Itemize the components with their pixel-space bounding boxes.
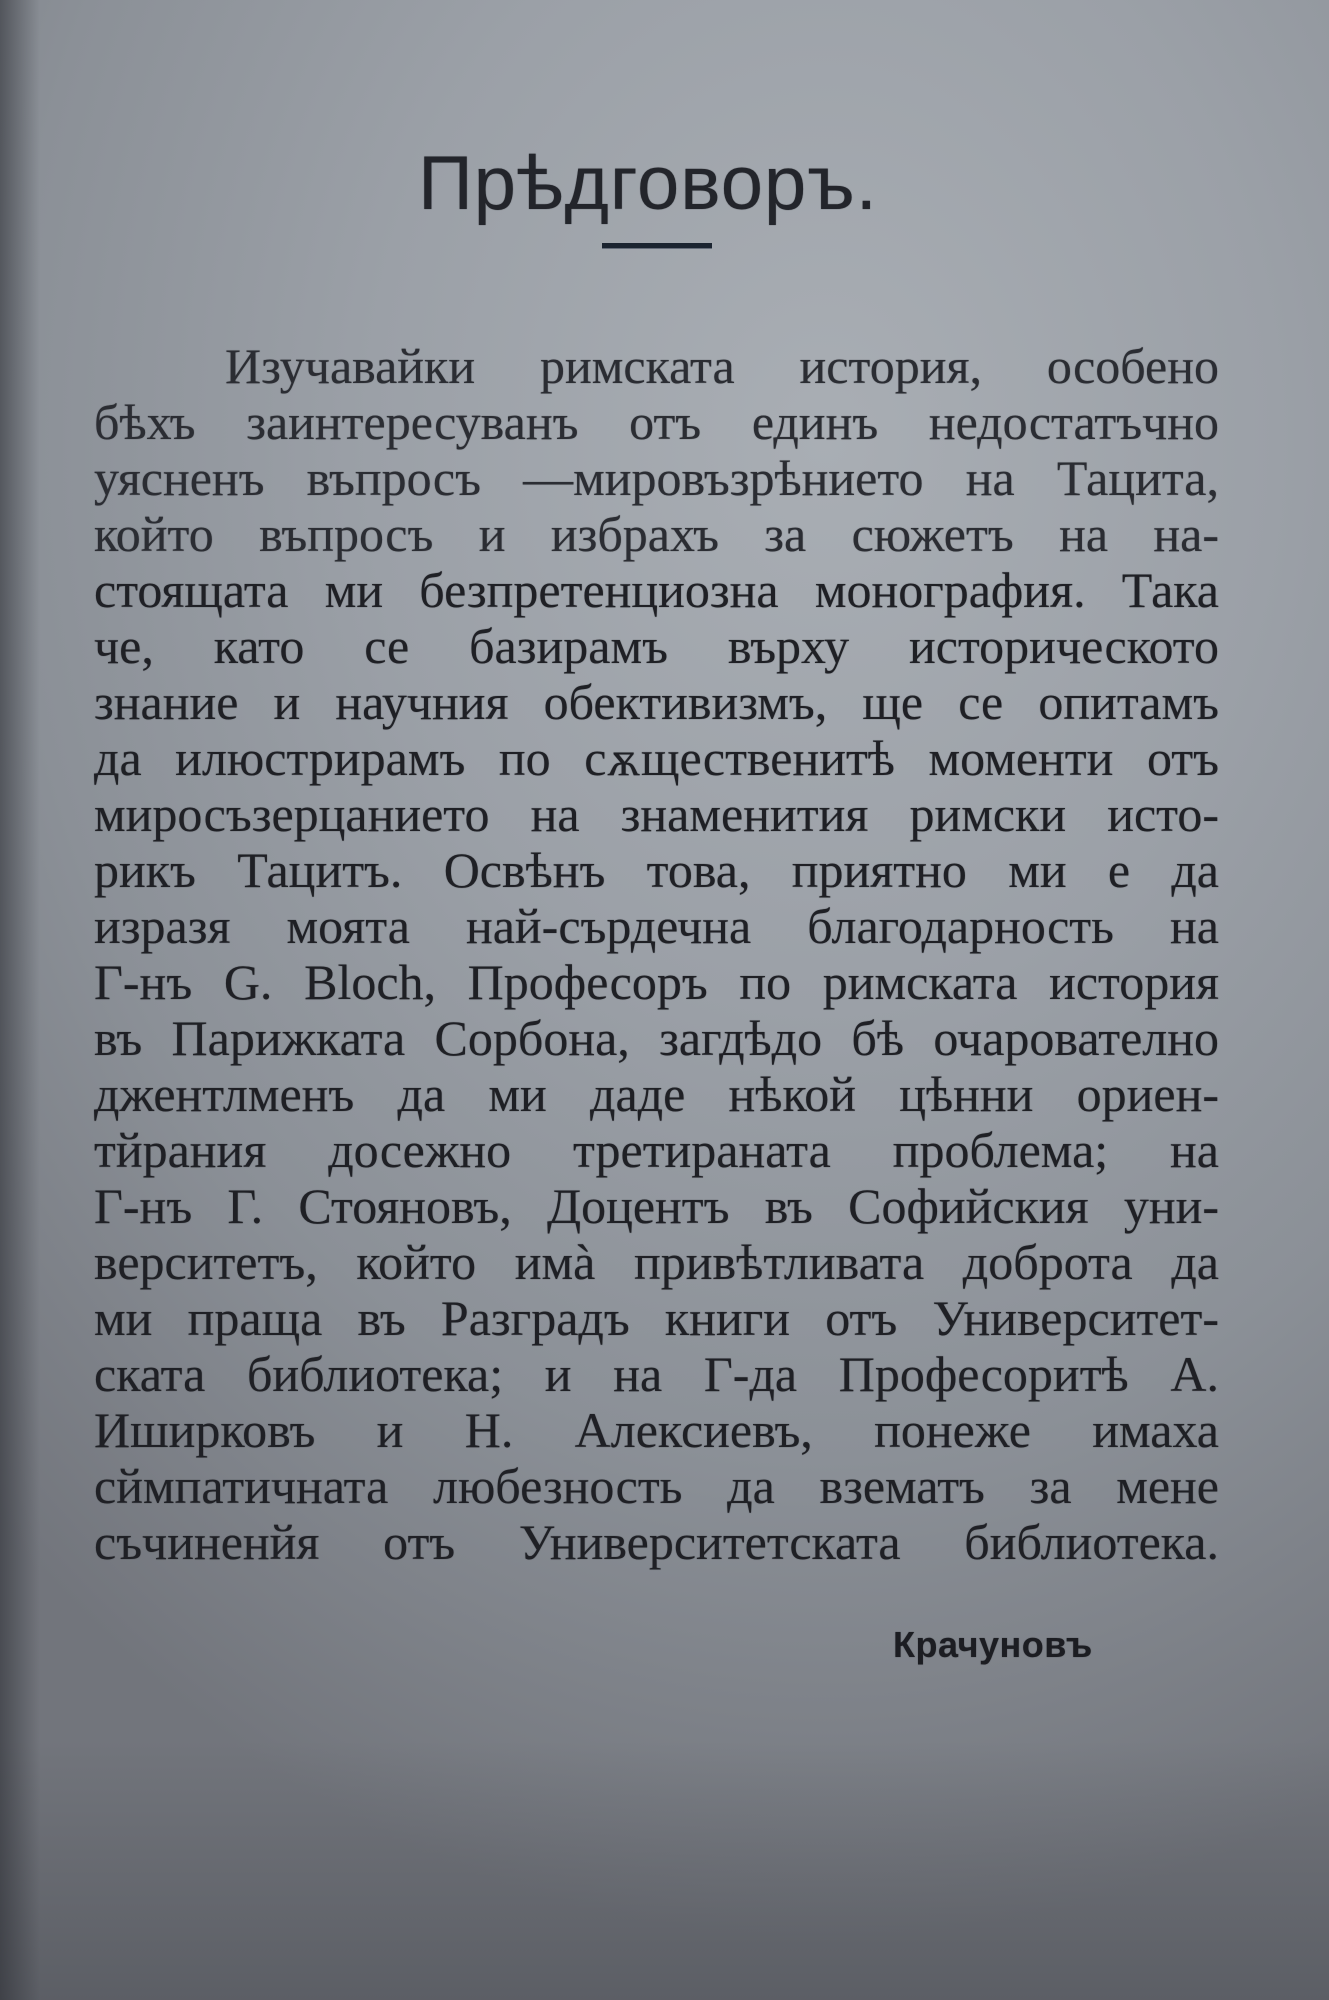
text-line: верситетъ, който имà привѣтливата доброта да <box>94 1234 1219 1290</box>
text-line: Г-нъ Г. Стояновъ, Доцентъ въ Софийския уни- <box>94 1178 1219 1234</box>
title-underline-rule <box>602 243 712 248</box>
text-line: сймпатичната любезность да взематъ за мене <box>94 1458 1219 1514</box>
text-line: Иширковъ и Н. Алексиевъ, понеже имаха <box>94 1402 1219 1458</box>
text-line: Изучавайки римската история, особено <box>225 338 1219 394</box>
text-line: уясненъ въпросъ —мировъзрѣнието на Тацита, <box>94 450 1219 506</box>
text-line: въ Парижката Сорбона, загдѣдо бѣ очарователно <box>94 1010 1219 1066</box>
text-line: знание и научния обективизмъ, ще се опитамъ <box>94 674 1219 730</box>
text-line: ската библиотека; и на Г-да Професоритѣ А. <box>94 1346 1219 1402</box>
text-line: съчиненйя отъ Университетската библиотека. <box>94 1514 1219 1570</box>
text-line: тйрания досежно третираната проблема; на <box>94 1122 1219 1178</box>
text-line: джентлменъ да ми даде нѣкой цѣнни ориен- <box>94 1066 1219 1122</box>
text-line: бѣхъ заинтересуванъ отъ единъ недостатъчно <box>94 394 1219 450</box>
text-line: ми праща въ Разградъ книги отъ Университет- <box>94 1290 1219 1346</box>
text-line: който въпросъ и избрахъ за сюжетъ на на- <box>94 506 1219 562</box>
text-line: че, като се базирамъ върху историческото <box>94 618 1219 674</box>
text-line: Г-нъ G. Bloch, Професоръ по римската история <box>94 954 1219 1010</box>
text-line: стоящата ми безпретенциозна монография. Така <box>94 562 1219 618</box>
text-line: рикъ Тацитъ. Освѣнъ това, приятно ми е да <box>94 842 1219 898</box>
text-line: миросъзерцанието на знаменития римски исто- <box>94 786 1219 842</box>
preface-text <box>94 338 1219 1570</box>
page-title: Прѣдговоръ. <box>418 141 878 226</box>
text-line: изразя моята най-сърдечна благодарность на <box>94 898 1219 954</box>
author-signature: Крачуновъ <box>893 1624 1093 1665</box>
text-line: да илюстрирамъ по сѫщественитѣ моменти отъ <box>94 730 1219 786</box>
